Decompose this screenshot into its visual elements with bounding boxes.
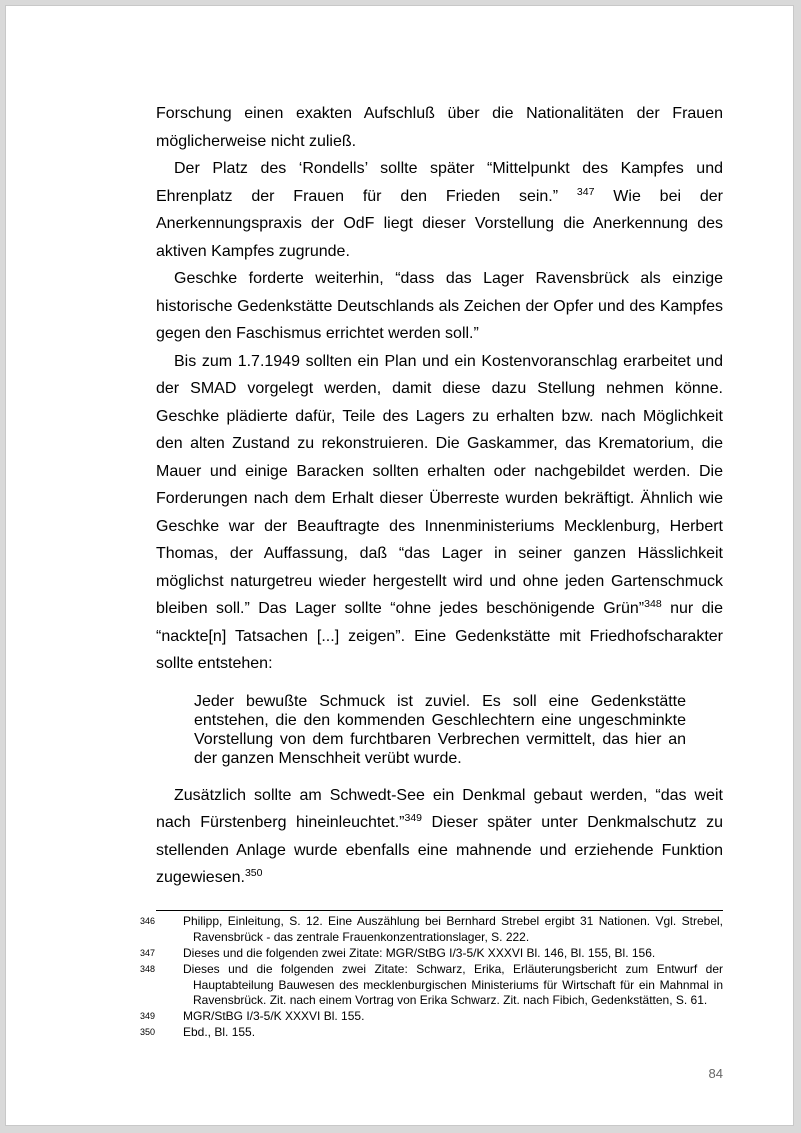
footnote-separator: [156, 910, 723, 911]
paragraph-text: Der Platz des ‘Rondells’ sollte später “Mittelpunkt des Kampfes und Ehrenplatz der Frauen für den Frieden sein.”: [156, 160, 723, 205]
footnote-text: Dieses und die folgenden zwei Zitate: MGR/StBG I/3-5/K XXXVI Bl. 146, Bl. 155, Bl. 156.: [183, 945, 656, 960]
paragraph-text: Wie bei der Anerkennungspraxis der OdF liegt dieser Vorstellung die Anerkennung des aktiven Kampfes zugrunde.: [156, 187, 723, 260]
footnote-text: Ebd., Bl. 155.: [183, 1025, 256, 1040]
paragraph-text: Dieser später unter Denkmalschutz zu stellenden Anlage wurde ebenfalls eine mahnende und erziehende Funktion zugewiesen.: [156, 814, 724, 886]
paragraph-text: Geschke forderte weiterhin, “dass das Lager Ravensbrück als einzige historische Gedenkstätte Deutschlands als Zeichen der Opfer und des Kampfes gegen den Faschismus errichtet werden soll.”: [156, 270, 723, 342]
paragraph: [156, 265, 723, 348]
paragraph: [156, 782, 723, 892]
footnote-text: Dieses und die folgenden zwei Zitate: Schwarz, Erika, Erläuterungsbericht zum Entwurf der Hauptabteilung Bauwesen des mecklenburgischen Ministeriums für Wirtschaft für ein Mahnmal in Ravensbrück. Zit. nach einem Vortrag von Erika Schwarz. Zit. nach Fibich, Gedenkstätten, S. 61.: [183, 961, 723, 1008]
footnote-reference[interactable]: 349: [404, 812, 423, 824]
footnote-item: 348 Dieses und die folgenden zwei Zitate: Schwarz, Erika, Erläuterungsbericht zum Entwurf der Hauptabteilung Bauwesen des mecklenburgischen Ministeriums für Wirtschaft für ein Mahnmal in Ravensbrück. Zit. nach einem Vortrag von Erika Schwarz. Zit. nach Fibich, Gedenkstätten, S. 61.: [140, 961, 723, 1008]
footnote-item: 349 MGR/StBG I/3-5/K XXXVI Bl. 155.: [140, 1008, 365, 1023]
footnote-item: 346 Philipp, Einleitung, S. 12. Eine Auszählung bei Bernhard Strebel ergibt 31 Nationen. Vgl. Strebel, Ravensbrück - das zentrale Frauenkonzentrationslager, S. 222.: [140, 914, 723, 945]
footnotes: [140, 914, 723, 1041]
footnote-text: MGR/StBG I/3-5/K XXXVI Bl. 155.: [183, 1008, 365, 1023]
paragraphs-after-quote: [156, 782, 723, 892]
paragraph: [156, 100, 723, 155]
paragraph-text: Bis zum 1.7.1949 sollten ein Plan und ein Kostenvoranschlag erarbeitet und der SMAD vorgelegt werden, damit diese dazu Stellung nehmen könne. Geschke plädierte dafür, Teile des Lagers zu erhalten bzw. nach Möglichkeit den alten Zustand zu rekonstruieren. Die Gaskammer, das Krematorium, die Mauer und einige Baracken sollten erhalten oder nachgebildet werden. Die Forderungen nach dem Erhalt dieser Überreste wurden bekräftigt. Ähnlich wie Geschke war der Beauftragte des Innenministeriums Mecklenburg, Herbert Thomas, der Auffassung, daß “das Lager in seiner ganzen Hässlichkeit möglichst naturgetreu wieder hergestellt wird und ohne jeden Gartenschmuck bleiben soll.” Das Lager sollte “ohne jedes beschönigende Grün”: [156, 352, 723, 617]
page-number: 84: [708, 1066, 723, 1081]
paragraph: [156, 155, 723, 265]
footnote-reference[interactable]: 347: [576, 185, 595, 198]
paragraph-text: Zusätzlich sollte am Schwedt-See ein Denkmal gebaut werden, “das weit nach Fürstenberg hineinleuchtet.”: [156, 786, 723, 831]
footnote-item: 350 Ebd., Bl. 155.: [140, 1025, 256, 1040]
paragraph: [156, 348, 723, 678]
footnote-reference[interactable]: 350: [244, 867, 263, 879]
paragraph-text: nur die “nackte[n] Tatsachen [...] zeigen”. Eine Gedenkstätte mit Friedhofscharakter sollte entstehen:: [156, 600, 724, 672]
footnote-reference[interactable]: 348: [644, 598, 662, 610]
body-text: [156, 100, 723, 892]
document-page: [5, 5, 794, 1126]
block-quote: Jeder bewußte Schmuck ist zuviel. Es soll eine Gedenkstätte entstehen, die den kommenden Geschlechtern eine ungeschminkte Vorstellung von dem furchtbaren Verbrechen vermittelt, das hier an der ganzen Menschheit verübt wurde.: [194, 692, 686, 767]
paragraph-text: Forschung einen exakten Aufschluß über die Nationalitäten der Frauen möglicherweise nicht zuließ.: [156, 105, 723, 150]
footnote-text: Philipp, Einleitung, S. 12. Eine Auszählung bei Bernhard Strebel ergibt 31 Nationen. Vgl. Strebel, Ravensbrück - das zentrale Frauenkonzentrationslager, S. 222.: [183, 914, 723, 945]
paragraphs-before-quote: [156, 100, 723, 678]
footnote-item: 347 Dieses und die folgenden zwei Zitate: MGR/StBG I/3-5/K XXXVI Bl. 146, Bl. 155, Bl. 156.: [140, 945, 656, 960]
